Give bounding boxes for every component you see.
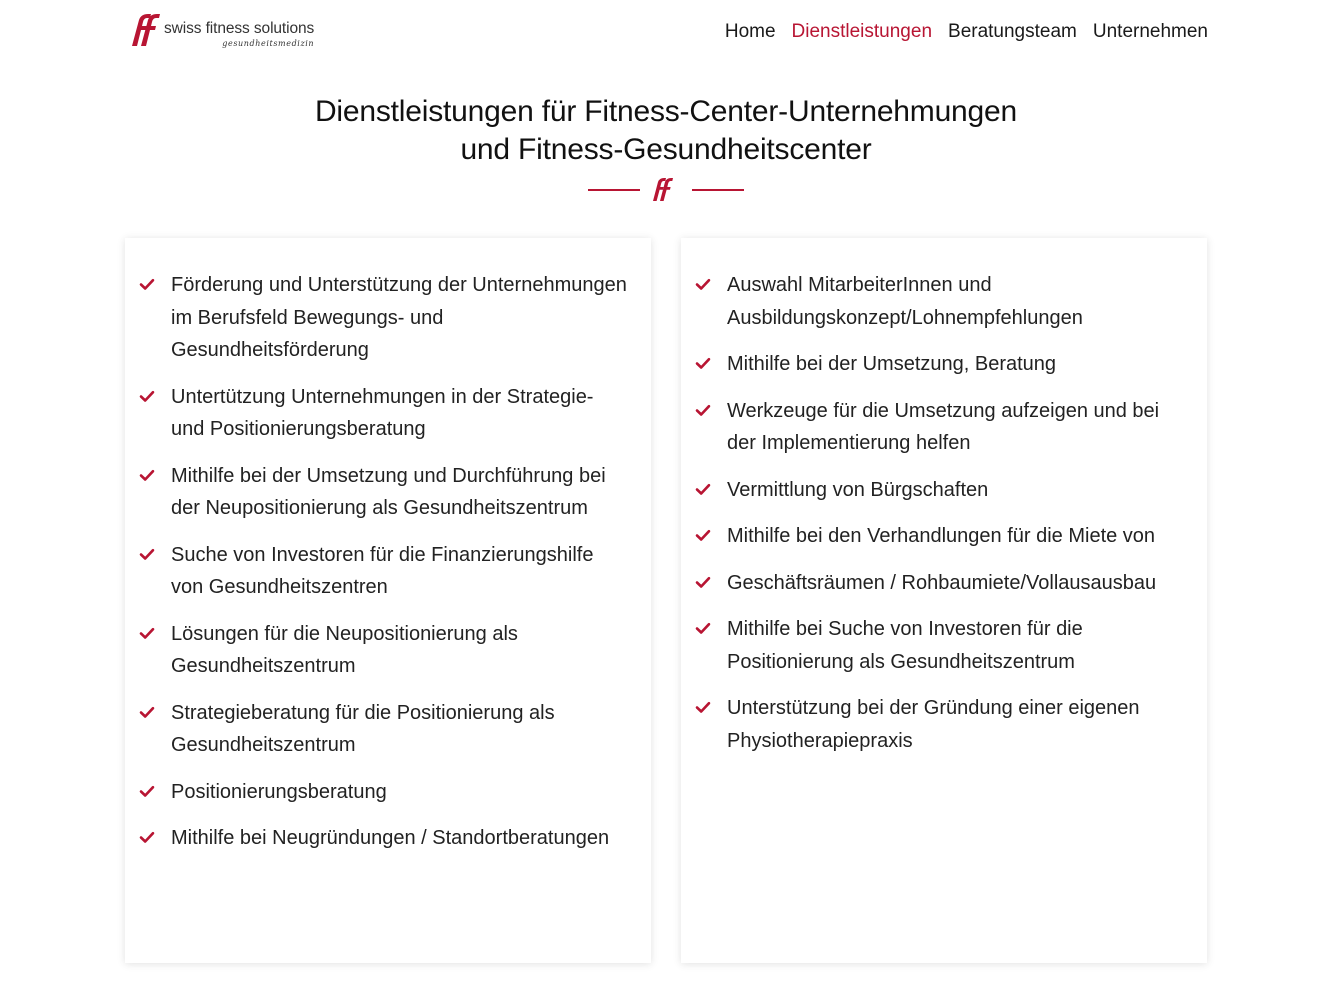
list-item xyxy=(125,822,631,855)
checkmark-icon xyxy=(139,276,155,292)
list-item-text: Unterstützung bei der Gründung einer eigenen Physiotherapiepraxis xyxy=(727,697,1140,752)
checkmark-icon xyxy=(139,625,155,641)
list-item-text: Vermittlung von Bürgschaften xyxy=(727,478,989,501)
services-list-left xyxy=(125,238,651,855)
list-item-text: Mithilfe bei der Umsetzung und Durchführung bei der Neupositionierung als Gesundheitszentrum xyxy=(171,464,606,519)
list-item-text: Mithilfe bei Neugründungen / Standortberatungen xyxy=(171,827,610,849)
brand-name: swiss fitness solutions xyxy=(164,20,315,37)
checkmark-icon xyxy=(139,704,155,720)
checkmark-icon xyxy=(695,620,711,636)
nav-item-unternehmen[interactable]: Unternehmen xyxy=(1092,21,1208,42)
checkmark-icon xyxy=(695,402,711,418)
checkmark-icon xyxy=(139,546,155,562)
page-title-line-1: Dienstleistungen für Fitness-Center-Unternehmungen xyxy=(314,95,1018,128)
ff-divider-icon xyxy=(653,178,673,201)
list-item-text: Strategieberatung für die Positionierung als Gesundheitszentrum xyxy=(171,701,555,756)
main-nav xyxy=(717,19,1208,45)
list-item xyxy=(125,539,631,604)
checkmark-icon xyxy=(695,481,711,497)
checkmark-icon xyxy=(139,388,155,404)
checkmark-icon xyxy=(139,829,155,845)
list-item xyxy=(681,520,1187,553)
list-item xyxy=(681,613,1187,678)
list-item xyxy=(681,474,1187,507)
checkmark-icon xyxy=(695,574,711,590)
list-item xyxy=(681,567,1187,600)
checkmark-icon xyxy=(139,783,155,799)
checkmark-icon xyxy=(695,276,711,292)
checkmark-icon xyxy=(695,699,711,715)
list-item xyxy=(125,776,631,809)
checkmark-icon xyxy=(139,467,155,483)
site-header xyxy=(0,0,1332,70)
list-item xyxy=(125,269,631,367)
list-item-text: Suche von Investoren für die Finanzierungshilfe von Gesundheitszentren xyxy=(171,543,594,598)
list-item xyxy=(681,269,1187,334)
list-item-text: Geschäftsräumen / Rohbaumiete/Vollausausbau xyxy=(727,571,1157,594)
page-title xyxy=(0,93,1332,169)
list-item-text: Werkzeuge für die Umsetzung aufzeigen und bei der Implementierung helfen xyxy=(727,399,1160,454)
page-title-block xyxy=(0,93,1332,169)
list-item xyxy=(125,697,631,762)
list-item-text: Mithilfe bei der Umsetzung, Beratung xyxy=(727,353,1057,375)
services-list-right xyxy=(681,238,1207,757)
list-item-text: Mithilfe bei den Verhandlungen für die Miete von xyxy=(727,525,1156,547)
title-divider xyxy=(586,176,746,204)
list-item xyxy=(125,381,631,446)
list-item-text: Untertützung Unternehmungen in der Strategie- und Positionierungsberatung xyxy=(171,385,594,440)
list-item xyxy=(125,618,631,683)
nav-item-dienstleistungen[interactable]: Dienstleistungen xyxy=(791,21,933,42)
list-item xyxy=(681,395,1187,460)
list-item-text: Positionierungsberatung xyxy=(171,780,387,803)
page-title-line-2: und Fitness-Gesundheitscenter xyxy=(460,133,872,166)
checkmark-icon xyxy=(695,527,711,543)
nav-item-home[interactable]: Home xyxy=(724,21,776,42)
checkmark-icon xyxy=(695,355,711,371)
services-card-right xyxy=(681,238,1207,963)
brand-logo[interactable] xyxy=(126,12,314,48)
brand-tagline: gesundheitsmedizin xyxy=(222,38,315,48)
list-item xyxy=(681,348,1187,381)
list-item-text: Auswahl MitarbeiterInnen und Ausbildungskonzept/Lohnempfehlungen xyxy=(727,274,1083,329)
services-card-left xyxy=(125,238,651,963)
list-item xyxy=(681,692,1187,757)
ff-logo-icon xyxy=(126,12,160,48)
list-item xyxy=(125,460,631,525)
nav-item-beratungsteam[interactable]: Beratungsteam xyxy=(948,21,1077,42)
list-item-text: Förderung und Unterstützung der Unternehmungen im Berufsfeld Bewegungs- und Gesundheitsförderung xyxy=(171,274,627,361)
list-item-text: Lösungen für die Neupositionierung als Gesundheitszentrum xyxy=(171,622,518,677)
list-item-text: Mithilfe bei Suche von Investoren für die Positionierung als Gesundheitszentrum xyxy=(727,618,1083,673)
